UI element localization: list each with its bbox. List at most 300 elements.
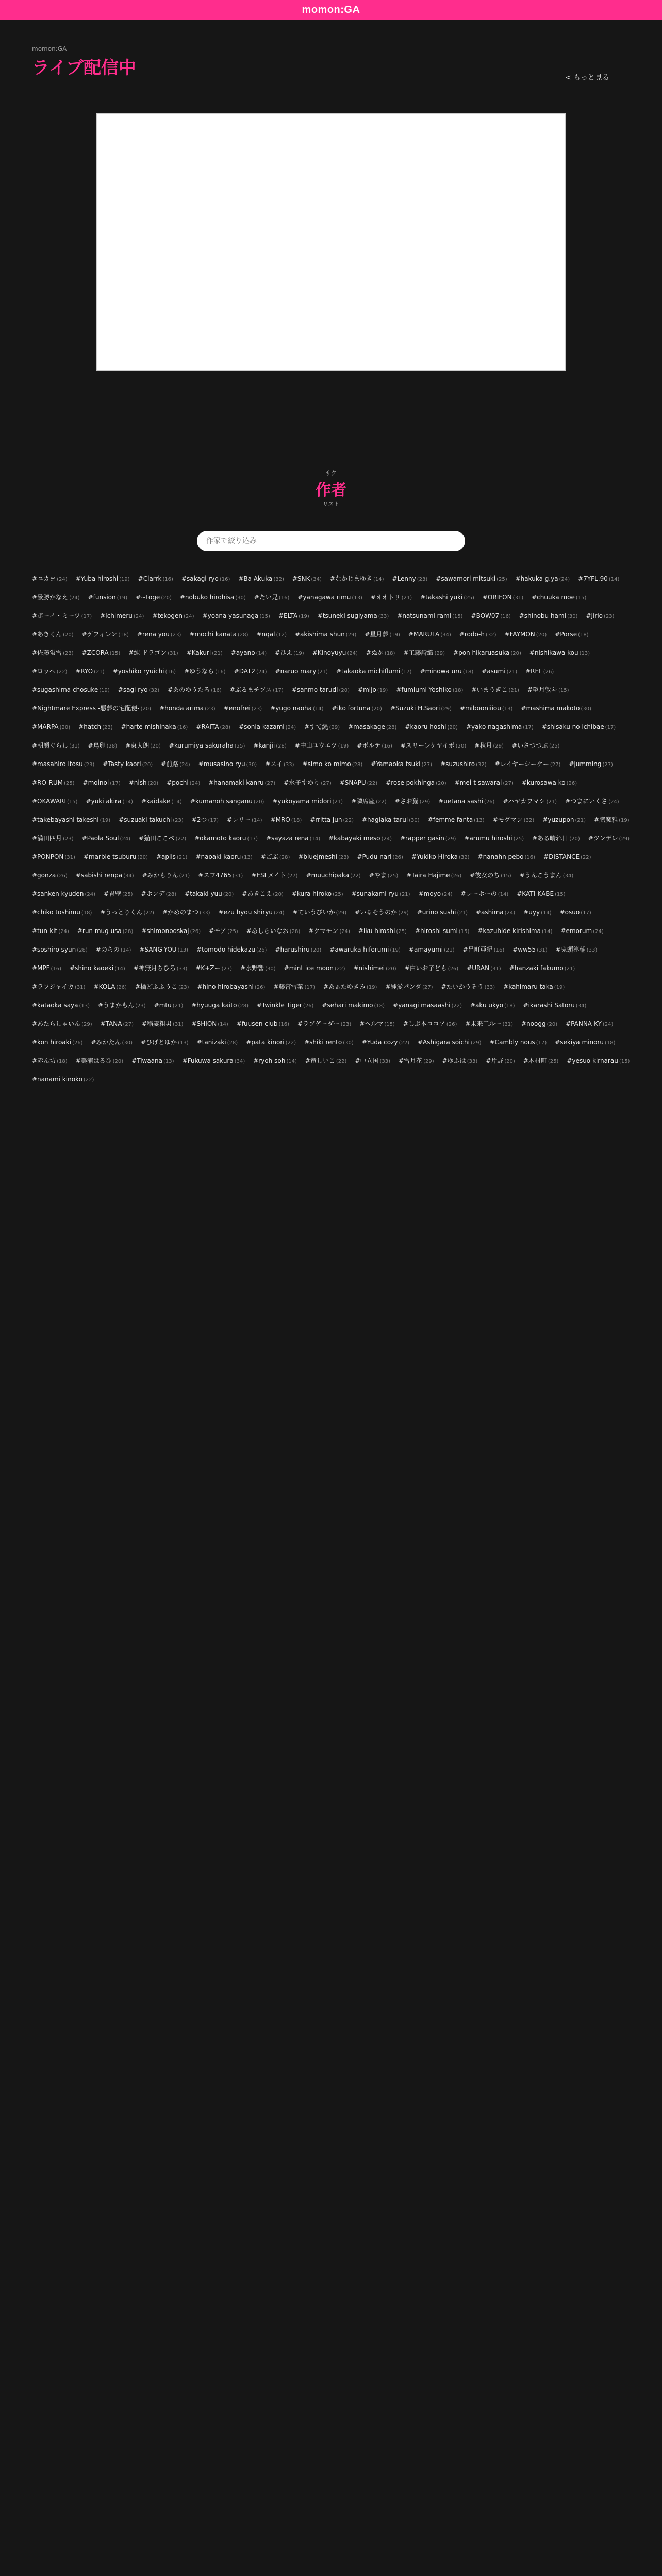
author-link[interactable] — [128, 648, 178, 658]
author-link[interactable] — [191, 1001, 249, 1011]
author-link[interactable] — [440, 759, 487, 770]
more-link[interactable]: < もっと見る — [565, 74, 609, 82]
author-link[interactable] — [532, 592, 586, 603]
author-link[interactable] — [224, 704, 262, 714]
author-link[interactable] — [154, 1001, 184, 1011]
author-link[interactable] — [238, 574, 284, 584]
author-link[interactable] — [134, 963, 188, 974]
author-count: (13) — [178, 1040, 189, 1046]
author-link[interactable] — [303, 759, 363, 770]
author-link[interactable] — [362, 1038, 409, 1048]
author-link[interactable] — [390, 704, 452, 714]
author-link[interactable] — [86, 796, 133, 807]
author-link[interactable] — [566, 1019, 613, 1029]
author-link[interactable] — [395, 796, 431, 807]
author-link[interactable] — [442, 1056, 478, 1066]
author-link[interactable] — [328, 834, 392, 844]
author-link[interactable] — [495, 759, 561, 770]
site-logo[interactable]: momon:GA — [302, 4, 360, 15]
author-name: #MPF — [32, 964, 50, 972]
author-link[interactable] — [196, 722, 230, 733]
author-link[interactable] — [322, 1001, 385, 1011]
video-player[interactable] — [96, 113, 566, 371]
author-link[interactable] — [357, 741, 392, 751]
author-link[interactable] — [32, 630, 74, 640]
author-link[interactable] — [292, 685, 350, 696]
author-link[interactable] — [32, 852, 75, 862]
author-link[interactable] — [100, 908, 154, 918]
author-link[interactable] — [471, 611, 511, 621]
author-link[interactable] — [555, 1038, 615, 1048]
author-link[interactable] — [254, 592, 290, 603]
author-link[interactable] — [403, 1019, 457, 1029]
author-link[interactable] — [351, 796, 387, 807]
author-link[interactable] — [561, 926, 604, 937]
author-link[interactable] — [219, 908, 285, 918]
author-link[interactable] — [578, 574, 619, 584]
author-link[interactable] — [493, 815, 535, 825]
author-link[interactable] — [119, 815, 184, 825]
author-link[interactable] — [517, 889, 565, 900]
author-link[interactable] — [32, 574, 68, 584]
author-link[interactable] — [82, 834, 130, 844]
author-link[interactable] — [521, 704, 591, 714]
author-count: (26) — [57, 873, 68, 879]
author-link[interactable] — [529, 648, 590, 658]
author-link[interactable] — [295, 630, 356, 640]
author-link[interactable] — [474, 741, 504, 751]
author-link[interactable] — [477, 926, 552, 937]
author-link[interactable] — [392, 574, 428, 584]
author-name: #のらの — [95, 946, 120, 953]
author-link[interactable] — [293, 908, 347, 918]
author-link[interactable] — [476, 908, 515, 918]
author-link[interactable] — [522, 778, 577, 788]
author-link[interactable] — [32, 982, 86, 992]
author-count: (17) — [273, 688, 284, 693]
author-link[interactable] — [32, 704, 151, 714]
author-link[interactable] — [521, 1019, 557, 1029]
author-link[interactable] — [190, 796, 264, 807]
author-link[interactable] — [32, 963, 61, 974]
author-link[interactable] — [189, 630, 248, 640]
author-link[interactable] — [297, 1019, 351, 1029]
author-count: (28) — [220, 725, 231, 731]
author-link[interactable] — [139, 945, 188, 955]
author-link[interactable] — [88, 741, 118, 751]
author-name: #jumming — [569, 760, 602, 768]
author-link[interactable] — [96, 945, 131, 955]
author-link[interactable] — [272, 796, 343, 807]
author-link[interactable] — [340, 778, 377, 788]
author-link[interactable] — [82, 648, 121, 658]
author-link[interactable] — [32, 1056, 68, 1066]
author-link[interactable] — [403, 648, 445, 658]
author-name: #スイ — [265, 760, 283, 768]
author-link[interactable] — [76, 574, 130, 584]
author-link[interactable] — [523, 1056, 559, 1066]
author-link[interactable] — [470, 1001, 515, 1011]
author-link[interactable] — [509, 963, 575, 974]
author-link[interactable] — [141, 796, 182, 807]
author-link[interactable] — [139, 834, 186, 844]
author-link[interactable] — [586, 611, 614, 621]
author-link[interactable] — [366, 648, 395, 658]
author-link[interactable] — [32, 926, 69, 937]
author-link[interactable] — [336, 667, 412, 677]
author-link[interactable] — [460, 704, 512, 714]
author-link[interactable] — [32, 815, 110, 825]
author-link[interactable] — [393, 1001, 462, 1011]
author-link[interactable] — [542, 722, 616, 733]
author-link[interactable] — [77, 926, 133, 937]
author-link[interactable] — [428, 815, 485, 825]
author-link[interactable] — [297, 592, 362, 603]
author-link[interactable] — [169, 741, 245, 751]
author-link[interactable] — [306, 871, 361, 881]
author-link[interactable] — [180, 592, 246, 603]
author-link[interactable] — [239, 722, 296, 733]
author-link[interactable] — [396, 685, 463, 696]
author-link[interactable] — [32, 648, 74, 658]
author-link[interactable] — [560, 908, 591, 918]
author-link[interactable] — [32, 889, 95, 900]
author-count: (31) — [74, 985, 86, 990]
author-link[interactable] — [330, 574, 384, 584]
author-link[interactable] — [76, 1056, 124, 1066]
author-link[interactable] — [352, 889, 410, 900]
author-name: #harushiru — [275, 946, 310, 953]
author-link[interactable] — [231, 648, 267, 658]
author-link[interactable] — [271, 815, 302, 825]
author-link[interactable] — [94, 982, 127, 992]
author-link[interactable] — [482, 667, 517, 677]
author-link[interactable] — [519, 611, 578, 621]
author-link[interactable] — [181, 574, 230, 584]
author-name: #Porse — [555, 631, 577, 638]
author-link[interactable] — [490, 1038, 547, 1048]
author-link[interactable] — [503, 982, 565, 992]
author-link[interactable] — [359, 1019, 395, 1029]
author-link[interactable] — [103, 759, 153, 770]
author-link[interactable] — [385, 982, 433, 992]
author-link[interactable] — [197, 982, 266, 992]
author-link[interactable] — [104, 889, 133, 900]
author-link[interactable] — [292, 889, 343, 900]
author-link[interactable] — [441, 982, 495, 992]
author-link[interactable] — [362, 815, 420, 825]
author-link[interactable] — [406, 871, 461, 881]
author-link[interactable] — [227, 815, 262, 825]
author-link[interactable] — [131, 1056, 174, 1066]
author-link[interactable] — [555, 630, 588, 640]
author-name: #Twinkle Tiger — [257, 1002, 302, 1009]
author-search-input[interactable] — [206, 537, 456, 545]
author-link[interactable] — [209, 926, 238, 937]
author-link[interactable] — [408, 630, 451, 640]
author-link[interactable] — [318, 611, 389, 621]
author-count: (22) — [285, 1040, 296, 1046]
author-link[interactable] — [310, 815, 354, 825]
author-link[interactable] — [265, 759, 294, 770]
author-link[interactable] — [152, 611, 194, 621]
author-link[interactable] — [185, 889, 234, 900]
author-link[interactable] — [32, 1019, 92, 1029]
author-link[interactable] — [32, 1075, 94, 1085]
author-link[interactable] — [159, 704, 216, 714]
author-link[interactable] — [82, 630, 129, 640]
author-link[interactable] — [312, 648, 358, 658]
author-link[interactable] — [483, 592, 523, 603]
author-link[interactable] — [98, 1001, 146, 1011]
author-link[interactable] — [512, 741, 560, 751]
author-link[interactable] — [355, 908, 409, 918]
author-link[interactable] — [32, 1001, 90, 1011]
author-link[interactable] — [195, 852, 252, 862]
author-count: (33) — [284, 762, 294, 768]
author-link[interactable] — [292, 574, 322, 584]
author-link[interactable] — [455, 778, 514, 788]
author-link[interactable] — [516, 574, 570, 584]
author-link[interactable] — [525, 667, 554, 677]
author-link[interactable] — [418, 1038, 482, 1048]
author-count: (26) — [484, 799, 495, 805]
author-link[interactable] — [284, 778, 332, 788]
author-link[interactable] — [194, 834, 258, 844]
author-link[interactable] — [242, 889, 284, 900]
author-link[interactable] — [195, 963, 232, 974]
author-link[interactable] — [32, 685, 110, 696]
author-link[interactable] — [32, 945, 88, 955]
author-link[interactable] — [125, 741, 161, 751]
author-link[interactable] — [208, 778, 275, 788]
author-link[interactable] — [420, 667, 474, 677]
author-link[interactable] — [246, 926, 301, 937]
author-link[interactable] — [532, 834, 580, 844]
author-link[interactable] — [523, 908, 551, 918]
author-link[interactable] — [100, 611, 144, 621]
author-link[interactable] — [371, 592, 412, 603]
author-link[interactable] — [32, 796, 78, 807]
author-link[interactable] — [137, 630, 181, 640]
author-link[interactable] — [251, 871, 297, 881]
author-name: #MARUTA — [408, 631, 440, 638]
author-link[interactable] — [543, 852, 591, 862]
author-link[interactable] — [32, 834, 74, 844]
author-link[interactable] — [198, 871, 243, 881]
author-link[interactable] — [32, 611, 92, 621]
author-link[interactable] — [234, 667, 267, 677]
author-link[interactable] — [520, 871, 574, 881]
author-link[interactable] — [113, 667, 176, 677]
author-link[interactable] — [467, 963, 501, 974]
author-link[interactable] — [257, 1001, 313, 1011]
author-name: #RO-RUM — [32, 779, 63, 786]
author-link[interactable] — [405, 963, 459, 974]
author-link[interactable] — [32, 908, 92, 918]
author-link[interactable] — [256, 630, 287, 640]
author-link[interactable] — [237, 1019, 289, 1029]
author-link[interactable] — [32, 741, 80, 751]
author-link[interactable] — [270, 704, 323, 714]
author-link[interactable] — [565, 796, 619, 807]
author-link[interactable] — [261, 852, 290, 862]
author-link[interactable] — [32, 759, 94, 770]
author-link[interactable] — [138, 574, 173, 584]
author-link[interactable] — [304, 1038, 354, 1048]
author-link[interactable] — [357, 852, 403, 862]
author-link[interactable] — [167, 778, 200, 788]
author-link[interactable] — [83, 778, 121, 788]
author-link[interactable] — [70, 963, 125, 974]
author-link[interactable] — [32, 722, 70, 733]
author-link[interactable] — [168, 685, 222, 696]
author-link[interactable] — [118, 685, 159, 696]
author-link[interactable] — [459, 630, 496, 640]
author-link[interactable] — [156, 852, 187, 862]
author-link[interactable] — [556, 945, 598, 955]
author-link[interactable] — [253, 1056, 297, 1066]
author-link[interactable] — [304, 722, 340, 733]
author-link[interactable] — [470, 871, 511, 881]
author-link[interactable] — [419, 889, 453, 900]
author-link[interactable] — [405, 722, 458, 733]
author-name: #鳥卵 — [88, 742, 106, 749]
author-link[interactable] — [355, 1056, 390, 1066]
author-link[interactable] — [358, 926, 407, 937]
author-link[interactable] — [121, 722, 188, 733]
author-link[interactable] — [141, 889, 177, 900]
author-link[interactable] — [192, 815, 219, 825]
author-link[interactable] — [129, 778, 158, 788]
author-link[interactable] — [101, 1019, 134, 1029]
author-link[interactable] — [464, 834, 524, 844]
author-link[interactable] — [32, 592, 80, 603]
author-link[interactable] — [183, 1056, 245, 1066]
author-link[interactable] — [438, 796, 494, 807]
author-link[interactable] — [197, 1038, 238, 1048]
author-link[interactable] — [512, 945, 547, 955]
author-link[interactable] — [305, 1056, 347, 1066]
author-link[interactable] — [371, 759, 432, 770]
author-link[interactable] — [527, 685, 569, 696]
author-link[interactable] — [141, 926, 201, 937]
author-link[interactable] — [184, 667, 226, 677]
author-link[interactable] — [196, 945, 267, 955]
author-link[interactable] — [466, 722, 534, 733]
author-link[interactable] — [569, 759, 613, 770]
author-link[interactable] — [399, 1056, 434, 1066]
author-link[interactable] — [192, 1019, 228, 1029]
author-link[interactable] — [240, 963, 276, 974]
author-link[interactable] — [187, 648, 223, 658]
author-link[interactable] — [246, 1038, 296, 1048]
author-link[interactable] — [32, 1038, 82, 1048]
author-link[interactable] — [266, 834, 320, 844]
author-link[interactable] — [417, 908, 468, 918]
author-link[interactable] — [358, 685, 388, 696]
author-link[interactable] — [142, 871, 190, 881]
author-link[interactable] — [401, 741, 466, 751]
author-link[interactable] — [567, 1056, 630, 1066]
author-link[interactable] — [397, 611, 462, 621]
author-link[interactable] — [353, 963, 396, 974]
author-name: #hatch — [78, 723, 102, 731]
author-link[interactable] — [465, 1019, 513, 1029]
author-link[interactable] — [329, 945, 401, 955]
author-link[interactable] — [436, 574, 507, 584]
author-link[interactable] — [542, 815, 586, 825]
author-link[interactable] — [409, 945, 455, 955]
author-link[interactable] — [453, 648, 521, 658]
author-link[interactable] — [75, 667, 104, 677]
author-link[interactable] — [323, 982, 377, 992]
author-link[interactable] — [32, 667, 67, 677]
author-link[interactable] — [503, 796, 557, 807]
author-link[interactable] — [420, 592, 474, 603]
author-link[interactable] — [275, 667, 328, 677]
author-link[interactable] — [278, 611, 309, 621]
author-link[interactable] — [505, 630, 547, 640]
author-link[interactable] — [76, 871, 134, 881]
author-link[interactable] — [415, 926, 469, 937]
author-name: #kurosawa ko — [521, 779, 566, 786]
author-link[interactable] — [461, 889, 509, 900]
author-count: (19) — [117, 595, 128, 601]
author-link[interactable] — [91, 1038, 133, 1048]
author-link[interactable] — [141, 1038, 189, 1048]
author-link[interactable] — [230, 685, 284, 696]
author-link[interactable] — [332, 704, 382, 714]
author-link[interactable] — [78, 722, 112, 733]
author-link[interactable] — [84, 852, 148, 862]
author-link[interactable] — [88, 592, 128, 603]
author-link[interactable] — [523, 1001, 587, 1011]
author-link[interactable] — [308, 926, 350, 937]
author-count: (25) — [333, 892, 343, 897]
author-name: #ラフジャイカ — [32, 983, 74, 990]
author-link[interactable] — [136, 592, 172, 603]
author-link[interactable] — [275, 945, 321, 955]
author-link[interactable] — [411, 852, 470, 862]
author-link[interactable] — [273, 982, 315, 992]
author-link[interactable] — [32, 871, 68, 881]
author-link[interactable] — [348, 722, 396, 733]
author-link[interactable] — [369, 871, 399, 881]
author-link[interactable] — [253, 741, 286, 751]
author-link[interactable] — [478, 852, 536, 862]
author-link[interactable] — [161, 759, 190, 770]
author-link[interactable] — [142, 1019, 184, 1029]
author-link[interactable] — [594, 815, 630, 825]
author-link[interactable] — [162, 908, 210, 918]
author-link[interactable] — [365, 630, 400, 640]
author-link[interactable] — [400, 834, 456, 844]
author-link[interactable] — [198, 759, 257, 770]
author-link[interactable] — [32, 778, 75, 788]
author-link[interactable] — [135, 982, 189, 992]
author-link[interactable] — [298, 852, 349, 862]
author-link[interactable] — [203, 611, 270, 621]
author-link[interactable] — [284, 963, 345, 974]
author-link[interactable] — [463, 945, 505, 955]
author-link[interactable] — [275, 648, 304, 658]
author-link[interactable] — [386, 778, 446, 788]
author-link[interactable] — [471, 685, 519, 696]
author-link[interactable] — [486, 1056, 515, 1066]
author-link[interactable] — [295, 741, 349, 751]
author-link[interactable] — [588, 834, 630, 844]
